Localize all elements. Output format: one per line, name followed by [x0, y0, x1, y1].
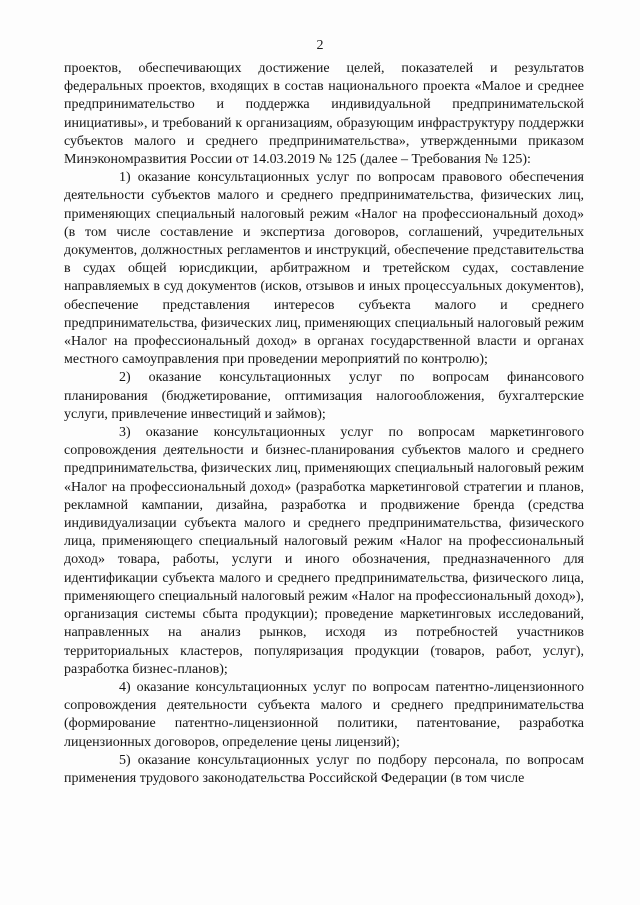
paragraph-item-2: 2) оказание консультационных услуг по вопросам финансового планирования (бюджетирование, оптимизация налогообложения, бухгалтерские услуги, привлечение инвестиций и займов); — [64, 370, 584, 422]
paragraph-item-5: 5) оказание консультационных услуг по подбору персонала, по вопросам применения трудового законодательства Российской Федерации (в том числе — [64, 752, 584, 786]
paragraph-item-4: 4) оказание консультационных услуг по вопросам патентно-лицензионного сопровождения деятельности субъекта малого и среднего предпринимательства (формирование патентно-лицензионной политики, патентование, разработка лицензионных договоров, определение цены лицензий); — [64, 679, 584, 750]
paragraph-item-3: 3) оказание консультационных услуг по вопросам маркетингового сопровождения деятельности и бизнес-планирования субъектов малого и среднего предпринимательства, физических лиц, применяющих специальный налоговый режим «Налог на профессиональный доход» (разработка маркетинговой стратегии и планов, рекламной кампании, дизайна, разработка и продвижение бренда (средства индивидуализации субъекта малого и среднего предпринимательства, физического лица, применяющего специальный налоговый режим «Налог на профессиональный доход» товара, работы, услуги и иного обозначения, предназначенного для идентификации субъекта малого и среднего предпринимательства, физического лица, применяющего специальный налоговый режим «Налог на профессиональный доход»), организация системы сбыта продукции); проведение маркетинговых исследований, направленных на анализ рынков, исходя из потребностей участников территориальных кластеров, популяризация продукции (товаров, работ, услуг), разработка бизнес-планов); — [64, 425, 584, 677]
paragraph-continuation: проектов, обеспечивающих достижение целей, показателей и результатов федеральных проектов, входящих в состав национального проекта «Малое и среднее предпринимательство и поддержка индивидуальной предпринимательской инициативы», и требований к организациям, образующим инфраструктуру поддержки субъектов малого и среднего предпринимательства», утвержденными приказом Минэкономразвития России от 14.03.2019 № 125 (далее – Требования № 125): — [64, 61, 584, 168]
page-number: 2 — [316, 38, 324, 53]
paragraph-item-1: 1) оказание консультационных услуг по вопросам правового обеспечения деятельности субъектов малого и среднего предпринимательства, физических лиц, применяющих специальный налоговый режим «Налог на профессиональный доход» (в том числе составление и экспертиза договоров, соглашений, учредительных документов, должностных регламентов и инструкций, обеспечение представительства в судах общей юрисдикции, арбитражном и третейском судах, составление направляемых в суд документов (исков, отзывов и иных процессуальных документов), обеспечение представления интересов субъекта малого и среднего предпринимательства, физических лиц, применяющих специальный налоговый режим «Налог на профессиональный доход» в органах государственной власти и органах местного самоуправления при проведении мероприятий по контролю); — [64, 170, 584, 368]
document-body — [64, 60, 584, 788]
